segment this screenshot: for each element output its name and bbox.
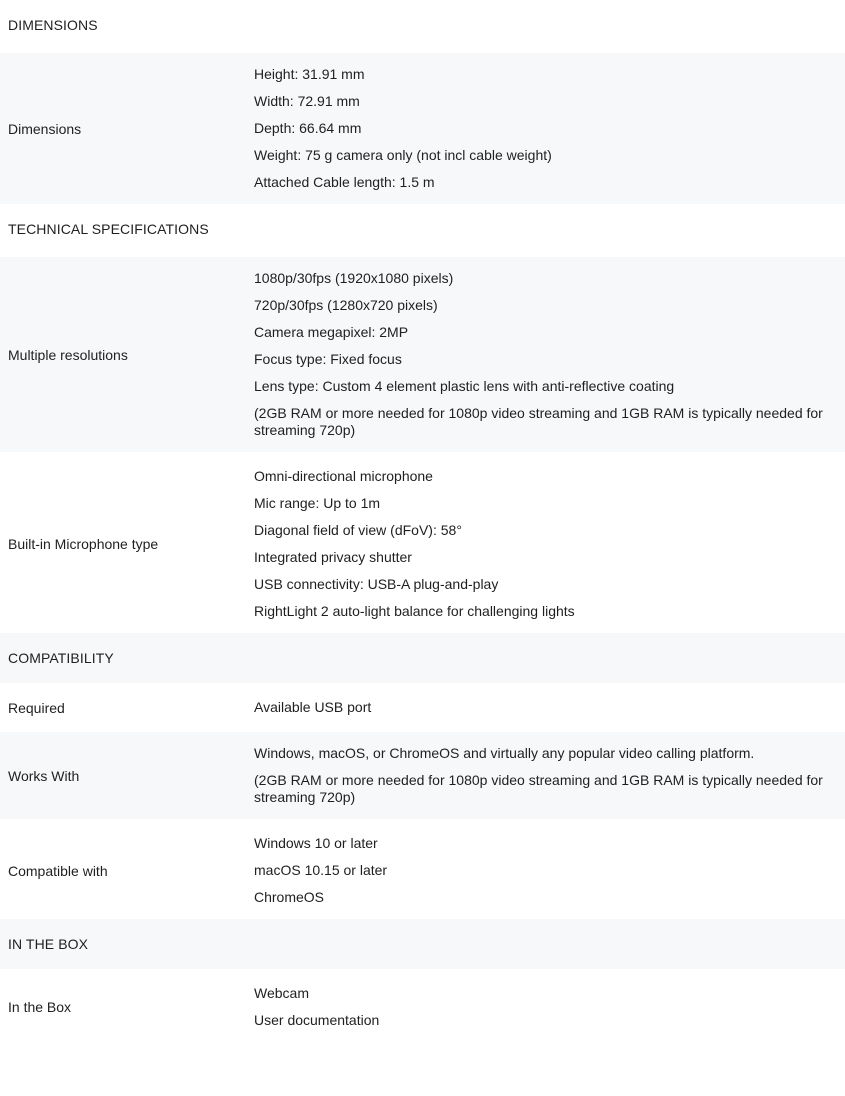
spec-value: ChromeOS — [254, 889, 325, 905]
spec-row-compatible-with — [0, 822, 845, 919]
section-header-in-the-box — [0, 919, 845, 969]
section-title: DIMENSIONS — [0, 0, 845, 50]
spec-label: Multiple resolutions — [0, 257, 254, 452]
spec-value: 1080p/30fps (1920x1080 pixels) — [254, 270, 454, 286]
spec-value: Lens type: Custom 4 element plastic lens with anti-reflective coating — [254, 378, 675, 394]
spec-value: Weight: 75 g camera only (not incl cable weight) — [254, 147, 552, 163]
spec-values — [254, 822, 845, 919]
spec-values — [254, 686, 845, 729]
spec-row-microphone — [0, 455, 845, 633]
spec-value: Width: 72.91 mm — [254, 93, 360, 109]
spec-value: Focus type: Fixed focus — [254, 351, 402, 367]
spec-values — [254, 455, 845, 633]
spec-values — [254, 257, 845, 452]
spec-value: Windows 10 or later — [254, 835, 378, 851]
spec-label: Compatible with — [0, 822, 254, 919]
spec-value: Depth: 66.64 mm — [254, 120, 362, 136]
spec-value: Windows, macOS, or ChromeOS and virtually any popular video calling platform. — [254, 745, 755, 761]
spec-values — [254, 732, 845, 819]
spec-label: Dimensions — [0, 53, 254, 204]
spec-value: Integrated privacy shutter — [254, 549, 412, 565]
spec-value: Camera megapixel: 2MP — [254, 324, 409, 340]
spec-row-required — [0, 686, 845, 729]
spec-values — [254, 972, 845, 1042]
spec-value: Height: 31.91 mm — [254, 66, 365, 82]
spec-value: Omni-directional microphone — [254, 468, 433, 484]
spec-value: Webcam — [254, 985, 309, 1001]
spec-value: macOS 10.15 or later — [254, 862, 388, 878]
section-title: COMPATIBILITY — [0, 633, 845, 683]
spec-value: USB connectivity: USB-A plug-and-play — [254, 576, 499, 592]
spec-row-works-with — [0, 732, 845, 819]
spec-value: 720p/30fps (1280x720 pixels) — [254, 297, 438, 313]
spec-value: Mic range: Up to 1m — [254, 495, 381, 511]
spec-values — [254, 53, 845, 204]
spec-value: Available USB port — [254, 699, 372, 715]
spec-value: RightLight 2 auto-light balance for challenging lights — [254, 603, 575, 619]
spec-row-in-the-box — [0, 972, 845, 1042]
spec-value: (2GB RAM or more needed for 1080p video streaming and 1GB RAM is typically needed for streaming 720p) — [254, 772, 823, 805]
section-header-technical — [0, 204, 845, 254]
spec-value: (2GB RAM or more needed for 1080p video streaming and 1GB RAM is typically needed for streaming 720p) — [254, 405, 823, 438]
section-header-compatibility — [0, 633, 845, 683]
spec-row-dimensions — [0, 53, 845, 204]
spec-row-multiple-resolutions — [0, 257, 845, 452]
spec-value: Attached Cable length: 1.5 m — [254, 174, 435, 190]
spec-label: Built-in Microphone type — [0, 455, 254, 633]
spec-label: Works With — [0, 732, 254, 819]
section-title: TECHNICAL SPECIFICATIONS — [0, 204, 845, 254]
spec-label: In the Box — [0, 972, 254, 1042]
section-title: IN THE BOX — [0, 919, 845, 969]
spec-value: User documentation — [254, 1012, 380, 1028]
section-header-dimensions — [0, 0, 845, 50]
spec-value: Diagonal field of view (dFoV): 58° — [254, 522, 462, 538]
spec-label: Required — [0, 686, 254, 729]
